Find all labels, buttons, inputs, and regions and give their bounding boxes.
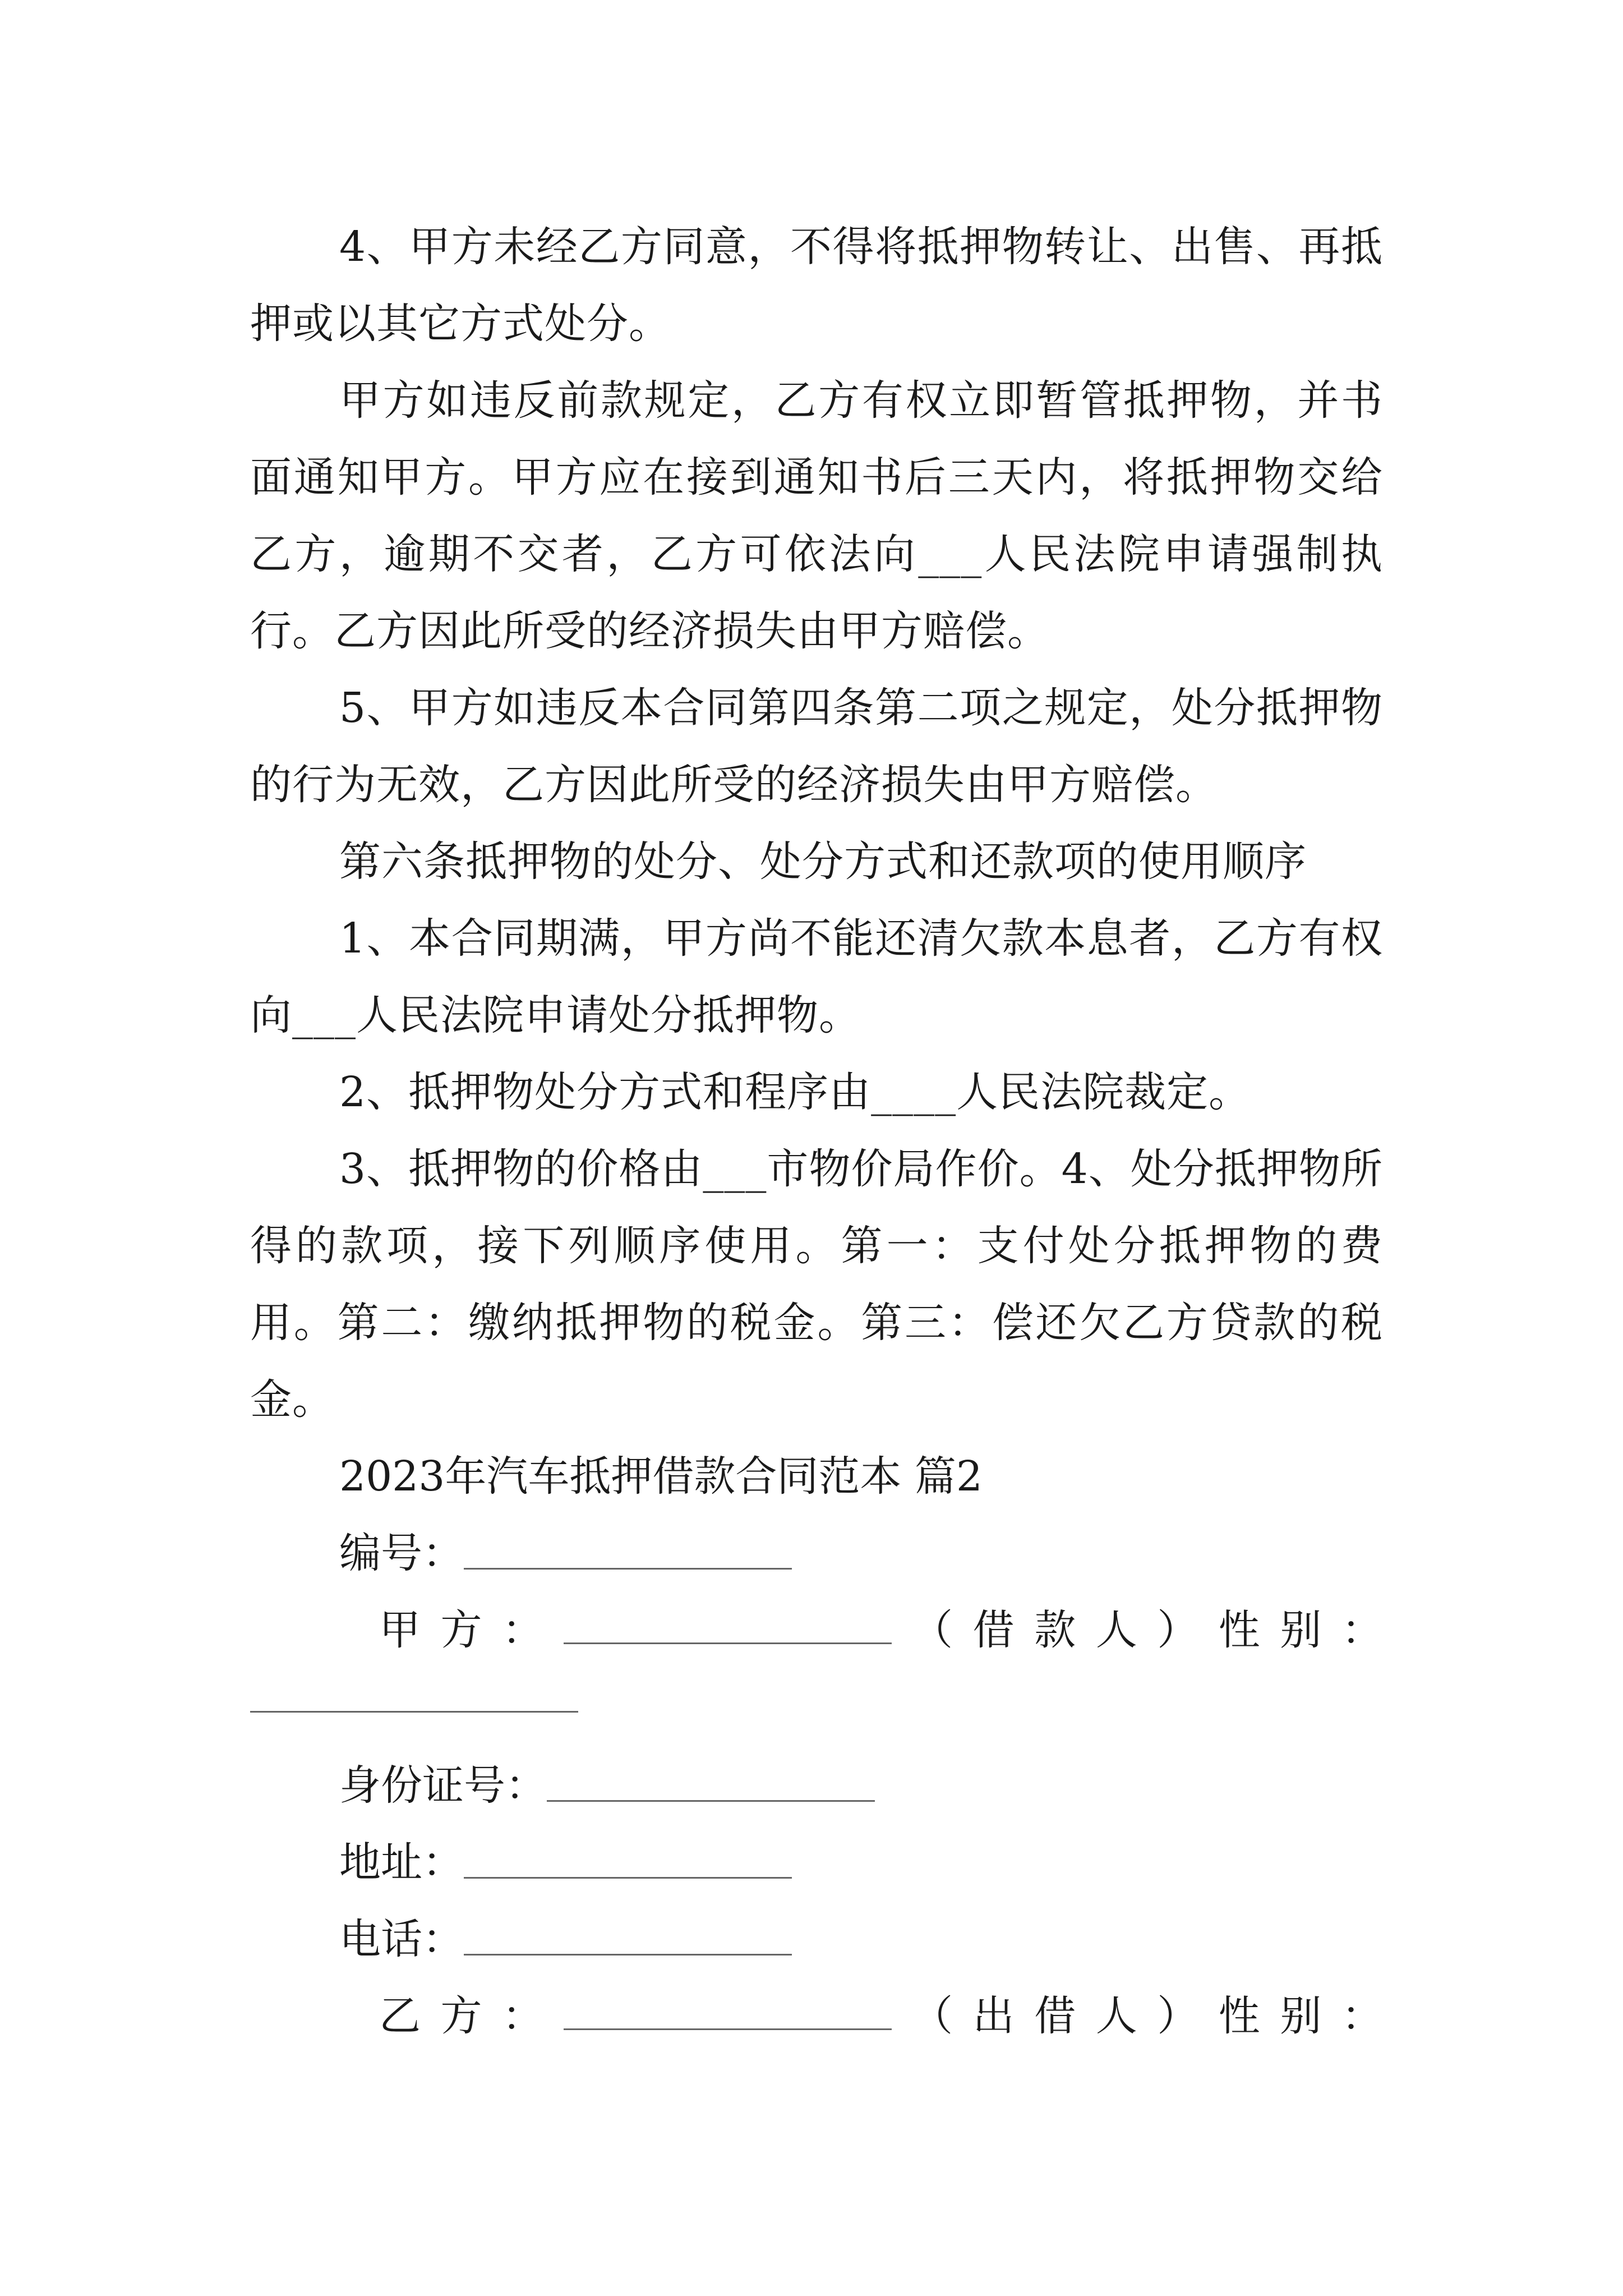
paragraph-article-6-item-3-4: 3、抵押物的价格由___市物价局作价。4、处分抵押物所得的款项，接下列顺序使用。第一：支付处分抵押物的费用。第二：缴纳抵押物的税金。第三：偿还欠乙方贷款的税金。 — [250, 1145, 1383, 1424]
id-number-label: 身份证号： — [339, 1761, 547, 1810]
id-number-blank — [547, 1768, 875, 1802]
article-6-heading: 第六条抵押物的处分、处分方式和还款项的使用顺序 — [339, 838, 1307, 886]
party-b-gender-char-1: 性 — [1218, 1992, 1260, 2040]
party-b-label-char-1: 乙 — [379, 1992, 421, 2040]
party-a-gender-blank — [250, 1711, 578, 1713]
party-b-role-char-5: ） — [1157, 1992, 1199, 2040]
paragraph-violation-notice: 甲方如违反前款规定，乙方有权立即暂管抵押物，并书面通知甲方。甲方应在接到通知书后三天内，将抵押物交给乙方，逾期不交者，乙方可依法向___人民法院申请强制执行。乙方因此所受的经济损失由甲方赔偿。 — [250, 376, 1383, 655]
party-a-label-char-2: 方 — [440, 1606, 482, 1654]
party-a-role-char-4: 人 — [1095, 1606, 1137, 1654]
party-a-field — [250, 1592, 1383, 1669]
party-a-role-char-1: （ — [911, 1606, 953, 1654]
party-b-name-blank — [564, 1996, 892, 2030]
number-label: 编号： — [339, 1529, 464, 1577]
party-b-role-char-1: （ — [911, 1992, 953, 2040]
paragraph-article-6-item-2: 2、抵押物处分方式和程序由____人民法院裁定。 — [339, 1068, 1251, 1116]
party-a-name-blank — [564, 1610, 892, 1644]
phone-blank — [464, 1921, 792, 1955]
section-title: 2023年汽车抵押借款合同范本 篇2 — [339, 1452, 983, 1501]
address-blank — [464, 1844, 792, 1879]
party-b-role-char-2: 出 — [972, 1992, 1015, 2040]
number-field — [339, 1515, 792, 1592]
paragraph-article-6-item-1: 1、本合同期满，甲方尚不能还清欠款本息者，乙方有权向___人民法院申请处分抵押物。 — [250, 914, 1383, 1039]
party-b-field — [250, 1978, 1383, 2055]
party-b-role-char-4: 人 — [1095, 1992, 1137, 2040]
phone-label: 电话： — [339, 1915, 464, 1963]
party-a-role-char-3: 款 — [1034, 1606, 1076, 1654]
address-field — [339, 1824, 792, 1901]
party-b-role-char-3: 借 — [1034, 1992, 1076, 2040]
paragraph-clause-4: 4、甲方未经乙方同意，不得将抵押物转让、出售、再抵押或以其它方式处分。 — [250, 223, 1383, 348]
party-b-label-char-2: 方 — [440, 1992, 482, 2040]
party-a-label-char-1: 甲 — [379, 1606, 421, 1654]
party-a-gender-char-3: ： — [1341, 1606, 1383, 1654]
party-a-label-char-3: ： — [502, 1606, 544, 1654]
party-a-role-char-2: 借 — [972, 1606, 1015, 1654]
paragraph-clause-5: 5、甲方如违反本合同第四条第二项之规定，处分抵押物的行为无效，乙方因此所受的经济损失由甲方赔偿。 — [250, 684, 1383, 809]
party-b-gender-char-3: ： — [1341, 1992, 1383, 2040]
party-b-label-char-3: ： — [502, 1992, 544, 2040]
phone-field — [339, 1901, 792, 1978]
number-blank — [464, 1535, 792, 1570]
party-b-gender-char-2: 别 — [1280, 1992, 1322, 2040]
party-a-gender-char-1: 性 — [1218, 1606, 1260, 1654]
party-a-role-char-5: ） — [1157, 1606, 1199, 1654]
id-number-field — [339, 1747, 875, 1824]
party-a-gender-char-2: 别 — [1280, 1606, 1322, 1654]
address-label: 地址： — [339, 1838, 464, 1887]
